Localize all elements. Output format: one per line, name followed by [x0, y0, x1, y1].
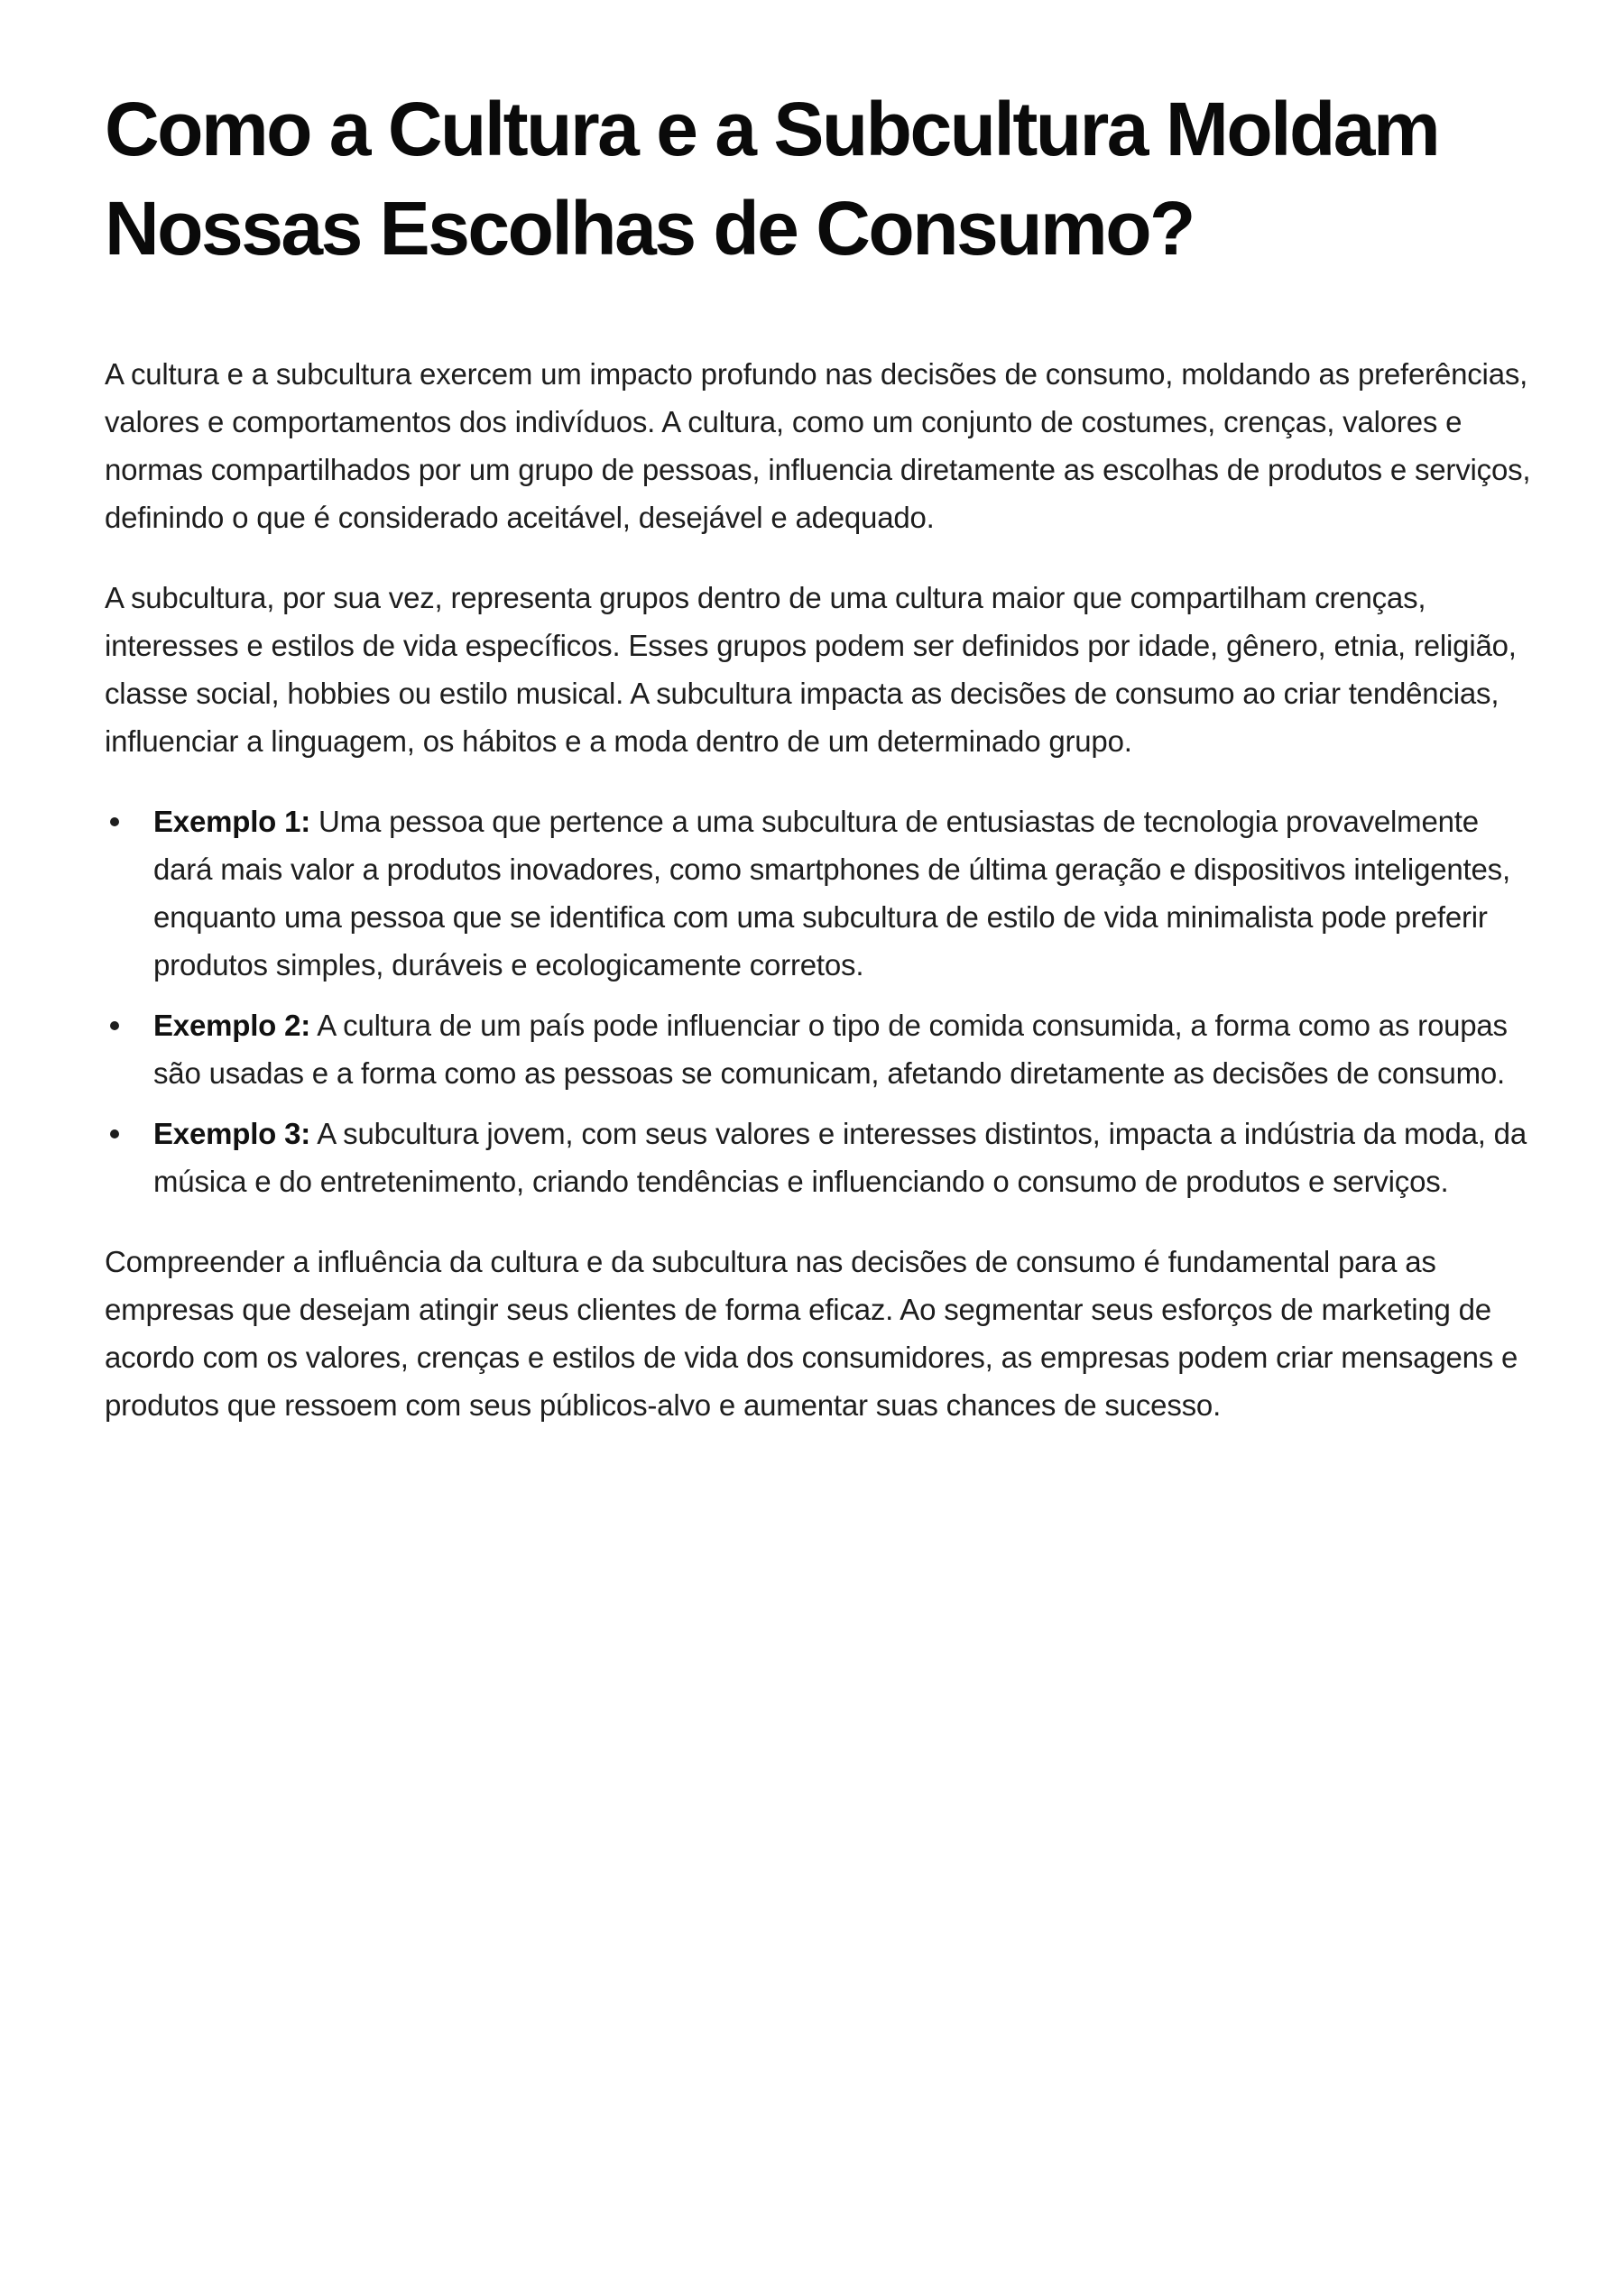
example-label: Exemplo 1:: [153, 805, 311, 838]
list-item: [105, 797, 1539, 989]
list-item: [105, 1110, 1539, 1205]
page-title: Como a Cultura e a Subcultura Moldam Nossas Escolhas de Consumo?: [105, 87, 1439, 271]
example-label: Exemplo 3:: [153, 1117, 311, 1150]
examples-list: [105, 797, 1539, 1205]
paragraph-subculture: A subcultura, por sua vez, representa grupos dentro de uma cultura maior que compartilham crenças, interesses e estilos de vida específicos. Esses grupos podem ser definidos por idade, gênero, etnia, religião, classe social, hobbies ou estilo musical. A subcultura impacta as decisões de consumo ao criar tendências, influenciar a linguagem, os hábitos e a moda dentro de um determinado grupo.: [105, 581, 1517, 758]
example-text: A subcultura jovem, com seus valores e interesses distintos, impacta a indústria da moda, da música e do entretenimento, criando tendências e influenciando o consumo de produtos e serviços.: [153, 1117, 1527, 1198]
bullet-icon: [110, 817, 119, 826]
paragraph-culture: A cultura e a subcultura exercem um impacto profundo nas decisões de consumo, moldando as preferências, valores e comportamentos dos indivíduos. A cultura, como um conjunto de costumes, crenças, valores e normas compartilhados por um grupo de pessoas, influencia diretamente as escolhas de produtos e serviços, definindo o que é considerado aceitável, desejável e adequado.: [105, 357, 1531, 534]
bullet-icon: [110, 1129, 119, 1138]
bullet-icon: [110, 1021, 119, 1030]
example-label: Exemplo 2:: [153, 1009, 311, 1042]
list-item: [105, 1001, 1539, 1097]
example-text: Uma pessoa que pertence a uma subcultura de entusiastas de tecnologia provavelmente dará mais valor a produtos inovadores, como smartphones de última geração e dispositivos inteligentes, enquanto uma pessoa que se identifica com uma subcultura de estilo de vida minimalista pode preferir produtos simples, duráveis e ecologicamente corretos.: [153, 805, 1510, 982]
example-text: A cultura de um país pode influenciar o tipo de comida consumida, a forma como as roupas são usadas e a forma como as pessoas se comunicam, afetando diretamente as decisões de consumo.: [153, 1009, 1508, 1090]
paragraph-conclusion: Compreender a influência da cultura e da subcultura nas decisões de consumo é fundamental para as empresas que desejam atingir seus clientes de forma eficaz. Ao segmentar seus esforços de marketing de acordo com os valores, crenças e estilos de vida dos consumidores, as empresas podem criar mensagens e produtos que ressoem com seus públicos-alvo e aumentar suas chances de sucesso.: [105, 1245, 1518, 1422]
document-page: [105, 79, 1539, 1461]
